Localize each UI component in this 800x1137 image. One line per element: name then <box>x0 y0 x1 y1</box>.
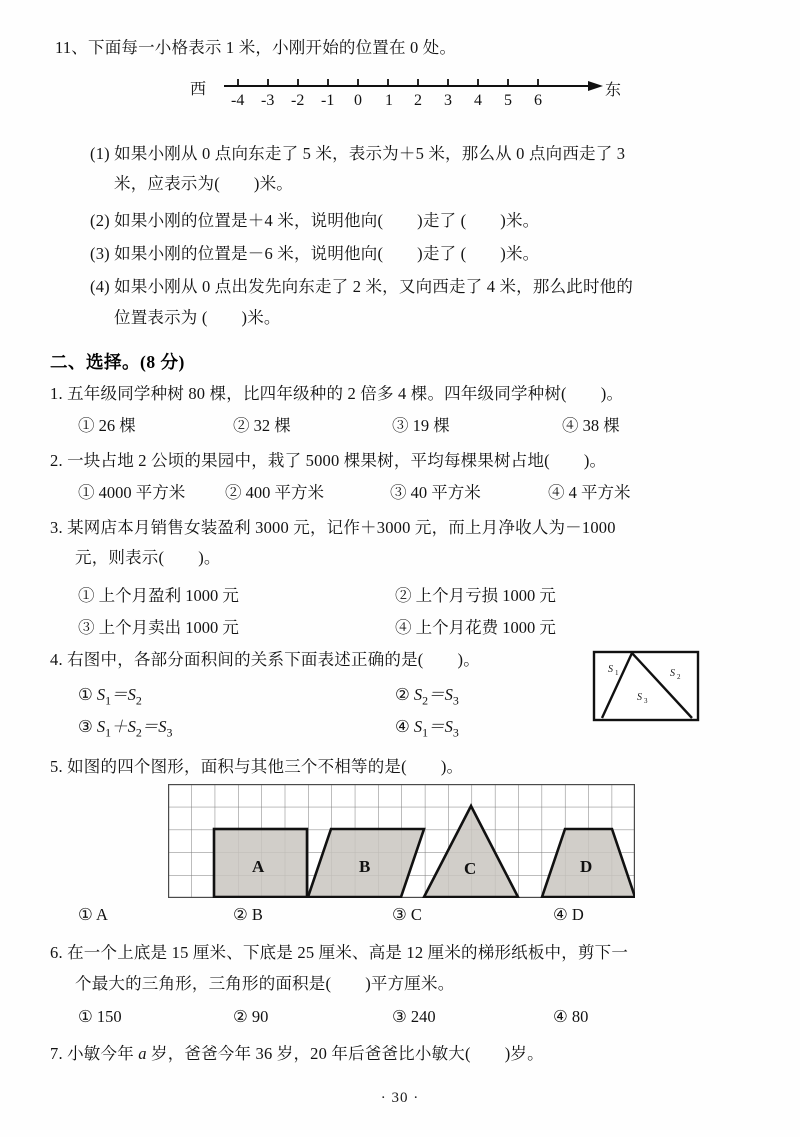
sub-item-text: 位置表示为 ( <box>114 308 208 327</box>
question-5-stem <box>50 757 463 777</box>
question-2-option-1[interactable]: ① 4000 平方米 <box>78 483 186 502</box>
question-stem-text: 元，则表示( <box>75 548 165 567</box>
question-3-stem-line2 <box>75 548 221 568</box>
svg-text:S: S <box>670 668 675 679</box>
question-6-option-2[interactable]: ② 90 <box>233 1007 269 1026</box>
question-2-option-3[interactable]: ③ 40 平方米 <box>390 483 481 502</box>
option-marker: ② <box>395 685 410 704</box>
question-number: 1. <box>50 384 63 403</box>
option-expression: $S_1+S_2=S_3$ <box>96 717 173 740</box>
question-5-option-2[interactable]: ② B <box>233 905 263 924</box>
question-6-stem-line1 <box>50 943 628 963</box>
question-4-option-4[interactable] <box>395 713 459 740</box>
question-stem-text: )。 <box>583 451 607 470</box>
sub-item-text: 如果小刚的位置是＋4 米，说明他向( <box>114 211 384 230</box>
question-4-option-2[interactable] <box>395 681 459 708</box>
question-2-option-2[interactable]: ② 400 平方米 <box>225 483 324 502</box>
question-number: 6. <box>50 943 63 962</box>
option-marker: ③ <box>78 717 93 736</box>
sub-item-text: )米。 <box>253 174 294 193</box>
option-marker: ① <box>78 685 93 704</box>
question-6-option-1[interactable]: ① 150 <box>78 1007 122 1026</box>
question-11-stem <box>55 38 456 58</box>
question-4-option-1[interactable] <box>78 681 142 708</box>
question-1-stem <box>50 384 623 404</box>
question-3-option-1[interactable]: ① 上个月盈利 1000 元 <box>78 586 239 605</box>
sub-item-marker: (2) <box>90 211 110 230</box>
svg-text:B: B <box>359 857 371 876</box>
sub-item-text: )米。 <box>500 211 540 230</box>
question-stem-text: 某网店本月销售女装盈利 3000 元，记作＋3000 元，而上月净收人为－1000 <box>67 518 616 537</box>
number-line-tick-label: 4 <box>474 92 482 109</box>
svg-text:S: S <box>637 692 642 703</box>
number-line-figure <box>190 72 620 118</box>
sub-item-marker: (4) <box>90 277 110 296</box>
question-1-option-1[interactable]: ① 26 棵 <box>78 416 136 435</box>
question-3-option-2[interactable]: ② 上个月亏损 1000 元 <box>395 586 556 605</box>
question-1-option-3[interactable]: ③ 19 棵 <box>392 416 450 435</box>
question-6-option-3[interactable]: ③ 240 <box>392 1007 436 1026</box>
sub-item-text: )米。 <box>241 308 281 327</box>
svg-text:3: 3 <box>644 697 648 705</box>
question-2-option-4[interactable]: ④ 4 平方米 <box>548 483 631 502</box>
question-11-1 <box>90 144 625 164</box>
question-stem-text: 右图中，各部分面积间的关系下面表述正确的是( <box>67 650 424 669</box>
question-stem-text: 岁，爸爸今年 36 岁，20 年后爸爸比小敏大( <box>146 1044 471 1063</box>
number-line-tick-label: 2 <box>414 92 422 109</box>
grid-shapes-diagram <box>168 784 635 898</box>
sub-item-text: 如果小刚的位置是－6 米，说明他向( <box>114 244 384 263</box>
section-2-heading: 二、选择。(8 分) <box>50 352 185 372</box>
question-7-stem <box>50 1044 544 1064</box>
number-line-tick-label: 6 <box>534 92 542 109</box>
question-4-option-3[interactable] <box>78 713 172 740</box>
sub-item-text: )走了 ( <box>417 244 467 263</box>
sub-item-marker: (3) <box>90 244 110 263</box>
number-line-west-label: 西 <box>190 81 207 98</box>
sub-item-text: )米。 <box>500 244 540 263</box>
question-stem-text: )平方厘米。 <box>365 974 455 993</box>
number-line-tick-label: -4 <box>231 92 245 109</box>
question-11-1-cont <box>114 174 293 194</box>
question-number: 3. <box>50 518 63 537</box>
question-11-3 <box>90 244 539 264</box>
question-11-4 <box>90 277 633 297</box>
question-5-figure <box>168 784 635 898</box>
number-line-tick-label: 3 <box>444 92 452 109</box>
question-number: 5. <box>50 757 63 776</box>
number-line-tick-label: 1 <box>385 92 393 109</box>
option-expression: $S_1=S_2$ <box>96 685 142 708</box>
question-11-2 <box>90 211 539 231</box>
option-expression: $S_1=S_3$ <box>413 717 459 740</box>
svg-text:A: A <box>252 857 265 876</box>
sub-item-marker: (1) <box>90 144 110 163</box>
question-number: 2. <box>50 451 63 470</box>
svg-text:D: D <box>580 857 593 876</box>
sub-item-text: 如果小刚从 0 点向东走了 5 米，表示为＋5 米，那么从 0 点向西走了 3 <box>114 144 626 163</box>
svg-text:S: S <box>608 664 613 675</box>
question-3-option-3[interactable]: ③ 上个月卖出 1000 元 <box>78 618 239 637</box>
question-5-option-1[interactable]: ① A <box>78 905 108 924</box>
question-stem-text: 一块占地 2 公顷的果园中，栽了 5000 棵果树，平均每棵果树占地( <box>67 451 550 470</box>
question-1-option-2[interactable]: ② 32 棵 <box>233 416 291 435</box>
question-stem-text: )。 <box>440 757 464 776</box>
question-stem-text: )岁。 <box>504 1044 544 1063</box>
question-11-4-cont <box>114 308 281 328</box>
question-number: 4. <box>50 650 63 669</box>
question-3-stem-line1 <box>50 518 616 538</box>
svg-text:1: 1 <box>615 669 619 677</box>
question-stem-text: 小敏今年 <box>67 1044 139 1063</box>
number-line-tick-label: -2 <box>291 92 305 109</box>
option-marker: ④ <box>395 717 410 736</box>
question-6-stem-line2 <box>75 974 454 994</box>
question-2-stem <box>50 451 606 471</box>
rectangle-triangle-diagram <box>592 650 700 722</box>
question-stem-text: )。 <box>198 548 221 567</box>
svg-text:C: C <box>464 859 477 878</box>
number-line-svg <box>190 72 620 118</box>
svg-text:2: 2 <box>677 673 681 681</box>
sub-item-text: 如果小刚从 0 点出发先向东走了 2 米，又向西走了 4 米，那么此时他的 <box>114 277 634 296</box>
number-line-east-label: 东 <box>605 82 622 99</box>
option-expression: $S_2=S_3$ <box>413 685 459 708</box>
sub-item-text: 米，应表示为( <box>114 174 220 193</box>
number-line-tick-label: 5 <box>504 92 512 109</box>
number-line-tick-label: 0 <box>354 92 362 109</box>
question-stem-text: )。 <box>457 650 480 669</box>
question-stem-text: )。 <box>600 384 624 403</box>
question-5-option-4[interactable]: ④ D <box>553 905 584 924</box>
question-6-option-4[interactable]: ④ 80 <box>553 1007 589 1026</box>
question-1-option-4[interactable]: ④ 38 棵 <box>562 416 620 435</box>
question-4-stem <box>50 650 480 670</box>
page-number: · 30 · <box>380 1090 420 1106</box>
question-11-stem-text: 11、下面每一小格表示 1 米，小刚开始的位置在 0 处。 <box>55 38 457 57</box>
number-line-tick-label: -3 <box>261 92 275 109</box>
question-stem-text: 五年级同学种树 80 棵，比四年级种的 2 倍多 4 棵。四年级同学种树( <box>67 384 567 403</box>
question-number: 7. <box>50 1044 63 1063</box>
sub-item-text: )走了 ( <box>417 211 467 230</box>
number-line-tick-label: -1 <box>321 92 335 109</box>
question-stem-text: 在一个上底是 15 厘米、下底是 25 厘米、高是 12 厘米的梯形纸板中，剪下一 <box>67 943 629 962</box>
question-stem-text: 个最大的三角形，三角形的面积是( <box>75 974 332 993</box>
question-variable: a <box>138 1044 147 1063</box>
question-5-option-3[interactable]: ③ C <box>392 905 422 924</box>
question-stem-text: 如图的四个图形，面积与其他三个不相等的是( <box>67 757 407 776</box>
question-3-option-4[interactable]: ④ 上个月花费 1000 元 <box>395 618 556 637</box>
question-4-figure <box>592 650 700 722</box>
